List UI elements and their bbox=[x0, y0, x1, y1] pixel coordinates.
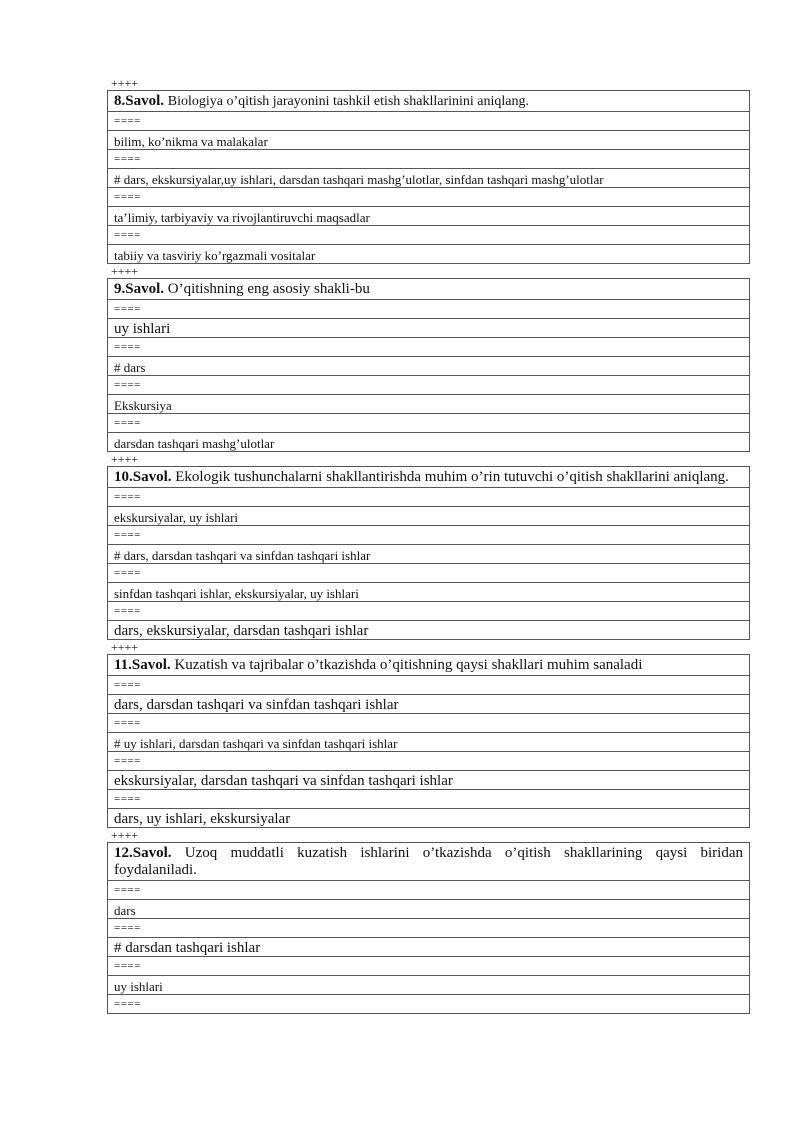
answer-option: ekskursiyalar, darsdan tashqari va sinfdan tashqari ishlar bbox=[108, 771, 749, 790]
answer-option-correct: # dars, ekskursiyalar,uy ishlari, darsdan tashqari mashg’ulotlar, sinfdan tashqari mashg’ulotlar bbox=[108, 169, 749, 188]
answer-option-correct: # dars bbox=[108, 357, 749, 376]
separator: ==== bbox=[108, 957, 749, 976]
separator: ==== bbox=[108, 414, 749, 433]
separator: ==== bbox=[108, 526, 749, 545]
answer-option: uy ishlari bbox=[108, 976, 749, 995]
question-number: 12.Savol. bbox=[114, 845, 172, 861]
question-table-9 bbox=[107, 278, 750, 452]
answer-option-correct: # uy ishlari, darsdan tashqari va sinfdan tashqari ishlar bbox=[108, 733, 749, 752]
question-text: Kuzatish va tajribalar o’tkazishda o’qitishning qaysi shakllari muhim sanaladi bbox=[174, 657, 643, 673]
question-text: Ekologik tushunchalarni shakllantirishda muhim o’rin tutuvchi o’qitish shakllarini aniqlang. bbox=[175, 469, 729, 485]
question-table-11 bbox=[107, 654, 750, 828]
answer-option: sinfdan tashqari ishlar, ekskursiyalar, uy ishlari bbox=[108, 583, 749, 602]
question-8 bbox=[108, 91, 749, 112]
question-11 bbox=[108, 655, 749, 676]
question-table-10 bbox=[107, 466, 750, 640]
answer-option: ekskursiyalar, uy ishlari bbox=[108, 507, 749, 526]
question-text: O’qitishning eng asosiy shakli-bu bbox=[167, 281, 370, 297]
question-number: 10.Savol. bbox=[114, 469, 172, 485]
question-12 bbox=[108, 843, 749, 881]
separator: ==== bbox=[108, 226, 749, 245]
separator: ==== bbox=[108, 300, 749, 319]
block-marker: ++++ bbox=[111, 452, 139, 466]
separator: ==== bbox=[108, 188, 749, 207]
answer-option: ta’limiy, tarbiyaviy va rivojlantiruvchi maqsadlar bbox=[108, 207, 749, 226]
separator: ==== bbox=[108, 714, 749, 733]
separator: ==== bbox=[108, 338, 749, 357]
separator: ==== bbox=[108, 602, 749, 621]
separator: ==== bbox=[108, 112, 749, 131]
answer-option: darsdan tashqari mashg’ulotlar bbox=[108, 433, 749, 452]
separator: ==== bbox=[108, 564, 749, 583]
separator: ==== bbox=[108, 376, 749, 395]
separator: ==== bbox=[108, 488, 749, 507]
separator: ==== bbox=[108, 919, 749, 938]
question-9 bbox=[108, 279, 749, 300]
answer-option-correct: # darsdan tashqari ishlar bbox=[108, 938, 749, 957]
answer-option-correct: # dars, darsdan tashqari va sinfdan tashqari ishlar bbox=[108, 545, 749, 564]
answer-option: dars bbox=[108, 900, 749, 919]
answer-option: uy ishlari bbox=[108, 319, 749, 338]
question-text: Biologiya o’qitish jarayonini tashkil etish shakllarinini aniqlang. bbox=[167, 94, 529, 109]
document-page bbox=[107, 76, 750, 1014]
block-marker: ++++ bbox=[111, 828, 139, 842]
block-marker: ++++ bbox=[111, 640, 139, 654]
answer-option: dars, darsdan tashqari va sinfdan tashqari ishlar bbox=[108, 695, 749, 714]
answer-option: bilim, ko’nikma va malakalar bbox=[108, 131, 749, 150]
answer-option: Ekskursiya bbox=[108, 395, 749, 414]
answer-option: dars, uy ishlari, ekskursiyalar bbox=[108, 809, 749, 828]
block-marker: ++++ bbox=[111, 76, 139, 90]
block-marker: ++++ bbox=[111, 264, 139, 278]
separator: ==== bbox=[108, 995, 749, 1014]
separator: ==== bbox=[108, 150, 749, 169]
question-number: 9.Savol. bbox=[114, 281, 165, 297]
answer-option: dars, ekskursiyalar, darsdan tashqari ishlar bbox=[108, 621, 749, 640]
question-table-8 bbox=[107, 90, 750, 264]
question-number: 8.Savol. bbox=[114, 93, 165, 109]
question-table-12 bbox=[107, 842, 750, 1014]
separator: ==== bbox=[108, 881, 749, 900]
answer-option: tabiiy va tasviriy ko’rgazmali vositalar bbox=[108, 245, 749, 264]
separator: ==== bbox=[108, 676, 749, 695]
question-text: Uzoq muddatli kuzatish ishlarini o’tkazishda o’qitish shakllarining qaysi biridan foydalaniladi. bbox=[114, 845, 744, 878]
question-number: 11.Savol. bbox=[114, 657, 171, 673]
question-10 bbox=[108, 467, 749, 488]
separator: ==== bbox=[108, 752, 749, 771]
separator: ==== bbox=[108, 790, 749, 809]
